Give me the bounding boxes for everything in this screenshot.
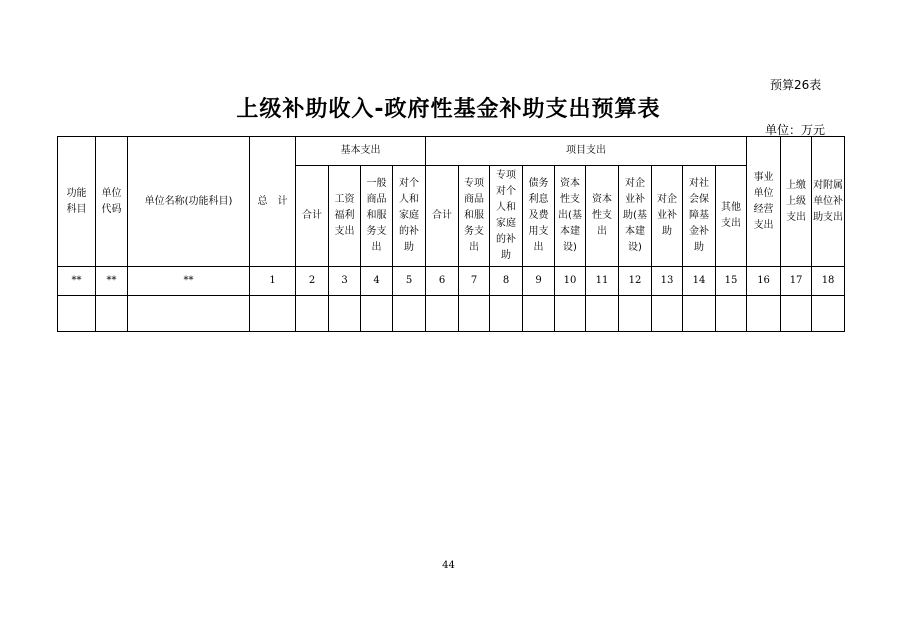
header-proj-ent-base: 对企 业补 助(基 本建 设) <box>619 166 652 267</box>
index-cell: 1 <box>250 267 296 296</box>
index-cell: ** <box>96 267 128 296</box>
empty-cell <box>586 296 619 332</box>
header-basic-personal: 对个 人和 家庭 的补 助 <box>393 166 426 267</box>
empty-cell <box>459 296 490 332</box>
index-row <box>58 267 845 296</box>
header-basic-wage: 工资 福利 支出 <box>329 166 361 267</box>
index-cell: 9 <box>523 267 555 296</box>
header-proj-ent: 对企 业补 助 <box>652 166 683 267</box>
empty-cell <box>490 296 523 332</box>
header-proj-sum: 合计 <box>426 166 459 267</box>
empty-cell <box>58 296 96 332</box>
empty-cell <box>747 296 781 332</box>
index-cell: 2 <box>296 267 329 296</box>
index-cell: 8 <box>490 267 523 296</box>
header-proj-other: 其他 支出 <box>716 166 747 267</box>
empty-cell <box>361 296 393 332</box>
page-number: 44 <box>442 560 455 571</box>
header-func-subject: 功能 科目 <box>58 137 96 267</box>
empty-cell <box>781 296 812 332</box>
index-cell: 17 <box>781 267 812 296</box>
header-proj-debt: 债务 利息 及费 用支 出 <box>523 166 555 267</box>
index-cell: 16 <box>747 267 781 296</box>
header-total: 总 计 <box>250 137 296 267</box>
unit-label: 单位：万元 <box>765 123 826 137</box>
empty-cell <box>652 296 683 332</box>
header-basic-sum: 合计 <box>296 166 329 267</box>
header-proj-goods: 专项 商品 和服 务支 出 <box>459 166 490 267</box>
index-cell: 3 <box>329 267 361 296</box>
header-biz-unit: 事业 单位 经营 支出 <box>747 137 781 267</box>
empty-cell <box>128 296 250 332</box>
index-cell: 12 <box>619 267 652 296</box>
index-cell: ** <box>128 267 250 296</box>
header-proj-social: 对社 会保 障基 金补 助 <box>683 166 716 267</box>
empty-cell <box>555 296 586 332</box>
index-cell: 18 <box>812 267 845 296</box>
header-proj-capital-base: 资本 性支 出(基 本建 设) <box>555 166 586 267</box>
empty-cell <box>329 296 361 332</box>
header-unit-code: 单位 代码 <box>96 137 128 267</box>
empty-cell <box>523 296 555 332</box>
header-basic-goods: 一般 商品 和服 务支 出 <box>361 166 393 267</box>
empty-cell <box>296 296 329 332</box>
header-affiliated: 对附属 单位补 助支出 <box>812 137 845 267</box>
empty-cell <box>250 296 296 332</box>
index-cell: 10 <box>555 267 586 296</box>
header-project-group: 项目支出 <box>426 137 747 166</box>
header-basic-group: 基本支出 <box>296 137 426 166</box>
empty-cell <box>426 296 459 332</box>
empty-cell <box>96 296 128 332</box>
index-cell: 6 <box>426 267 459 296</box>
header-unit-name: 单位名称(功能科目) <box>128 137 250 267</box>
index-cell: 7 <box>459 267 490 296</box>
index-cell: 11 <box>586 267 619 296</box>
budget-table <box>57 136 845 332</box>
empty-cell <box>716 296 747 332</box>
index-cell: 4 <box>361 267 393 296</box>
page-title: 上级补助收入-政府性基金补助支出预算表 <box>236 97 661 122</box>
header-proj-capital: 资本 性支 出 <box>586 166 619 267</box>
index-cell: 5 <box>393 267 426 296</box>
header-proj-personal: 专项 对个 人和 家庭 的补 助 <box>490 166 523 267</box>
index-cell: 14 <box>683 267 716 296</box>
empty-cell <box>393 296 426 332</box>
empty-cell <box>619 296 652 332</box>
header-upper-pay: 上缴 上级 支出 <box>781 137 812 267</box>
index-cell: 13 <box>652 267 683 296</box>
index-cell: ** <box>58 267 96 296</box>
form-number: 预算26表 <box>770 78 822 92</box>
empty-cell <box>683 296 716 332</box>
empty-cell <box>812 296 845 332</box>
index-cell: 15 <box>716 267 747 296</box>
table-row <box>58 296 845 332</box>
